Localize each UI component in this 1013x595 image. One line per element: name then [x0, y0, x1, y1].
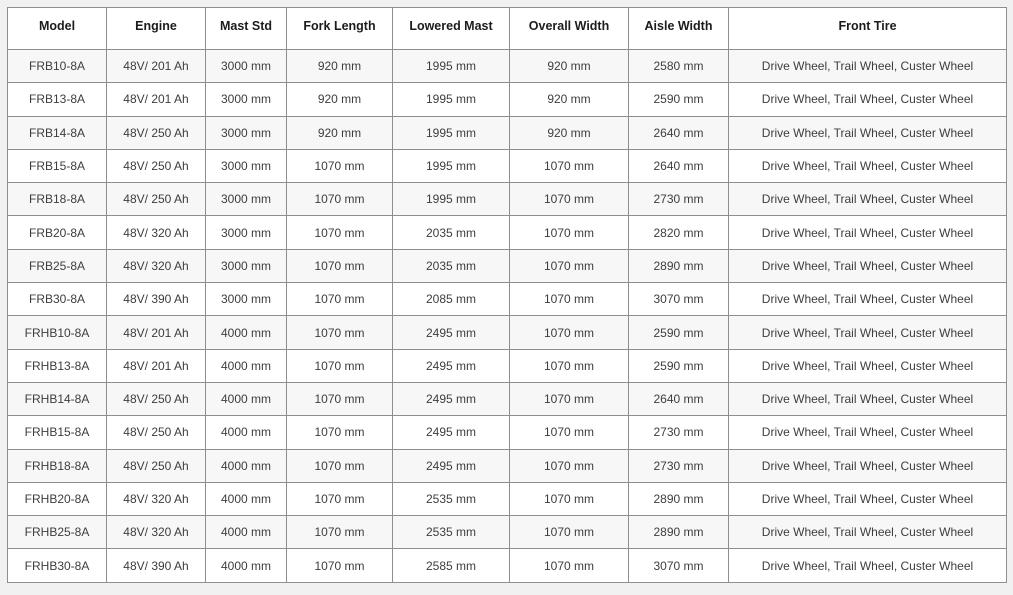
table-cell: FRB13-8A [8, 83, 107, 116]
spec-table [7, 7, 1007, 583]
table-row [8, 549, 1007, 582]
table-cell: Drive Wheel, Trail Wheel, Custer Wheel [729, 516, 1007, 549]
table-cell: 1070 mm [510, 549, 629, 582]
table-cell: 3000 mm [206, 50, 287, 83]
table-cell: 1070 mm [287, 183, 393, 216]
table-row [8, 482, 1007, 515]
table-cell: 48V/ 201 Ah [107, 50, 206, 83]
table-cell: 1070 mm [510, 249, 629, 282]
table-cell: Drive Wheel, Trail Wheel, Custer Wheel [729, 83, 1007, 116]
table-cell: 2730 mm [629, 183, 729, 216]
table-cell: 3070 mm [629, 283, 729, 316]
table-row [8, 149, 1007, 182]
table-row [8, 382, 1007, 415]
table-row [8, 449, 1007, 482]
table-cell: 1995 mm [393, 183, 510, 216]
table-cell: 920 mm [510, 83, 629, 116]
table-cell: Drive Wheel, Trail Wheel, Custer Wheel [729, 249, 1007, 282]
table-cell: 48V/ 250 Ah [107, 382, 206, 415]
table-cell: 2590 mm [629, 83, 729, 116]
table-cell: 1070 mm [510, 316, 629, 349]
table-cell: FRB10-8A [8, 50, 107, 83]
table-cell: 1070 mm [510, 183, 629, 216]
table-cell: 48V/ 320 Ah [107, 482, 206, 515]
table-cell: 3000 mm [206, 116, 287, 149]
table-cell: 3070 mm [629, 549, 729, 582]
column-header: Aisle Width [629, 8, 729, 50]
column-header: Front Tire [729, 8, 1007, 50]
table-cell: Drive Wheel, Trail Wheel, Custer Wheel [729, 283, 1007, 316]
table-cell: Drive Wheel, Trail Wheel, Custer Wheel [729, 116, 1007, 149]
table-cell: FRB25-8A [8, 249, 107, 282]
table-cell: 2035 mm [393, 249, 510, 282]
column-header: Mast Std [206, 8, 287, 50]
table-cell: 1070 mm [510, 216, 629, 249]
table-cell: Drive Wheel, Trail Wheel, Custer Wheel [729, 216, 1007, 249]
table-cell: 2495 mm [393, 316, 510, 349]
table-cell: 1070 mm [287, 216, 393, 249]
column-header: Lowered Mast [393, 8, 510, 50]
table-cell: FRHB10-8A [8, 316, 107, 349]
table-cell: FRHB30-8A [8, 549, 107, 582]
table-cell: 920 mm [510, 116, 629, 149]
table-cell: 1070 mm [287, 516, 393, 549]
table-cell: Drive Wheel, Trail Wheel, Custer Wheel [729, 349, 1007, 382]
table-cell: 48V/ 250 Ah [107, 449, 206, 482]
table-cell: 2890 mm [629, 249, 729, 282]
table-cell: 1070 mm [510, 516, 629, 549]
table-cell: 3000 mm [206, 83, 287, 116]
table-cell: 1070 mm [287, 249, 393, 282]
table-row [8, 216, 1007, 249]
table-cell: Drive Wheel, Trail Wheel, Custer Wheel [729, 382, 1007, 415]
table-cell: FRHB14-8A [8, 382, 107, 415]
table-cell: 1070 mm [510, 449, 629, 482]
table-cell: 920 mm [287, 116, 393, 149]
table-cell: 920 mm [510, 50, 629, 83]
table-cell: 2085 mm [393, 283, 510, 316]
table-cell: 48V/ 320 Ah [107, 249, 206, 282]
table-cell: FRB15-8A [8, 149, 107, 182]
table-row [8, 283, 1007, 316]
table-cell: 2590 mm [629, 349, 729, 382]
table-row [8, 83, 1007, 116]
table-cell: 1070 mm [287, 416, 393, 449]
table-cell: FRHB15-8A [8, 416, 107, 449]
table-cell: 2730 mm [629, 449, 729, 482]
table-cell: 2890 mm [629, 516, 729, 549]
table-cell: FRHB13-8A [8, 349, 107, 382]
table-cell: 1070 mm [287, 316, 393, 349]
table-cell: 4000 mm [206, 482, 287, 515]
table-row [8, 349, 1007, 382]
table-cell: FRB30-8A [8, 283, 107, 316]
table-cell: 48V/ 201 Ah [107, 83, 206, 116]
table-cell: 1070 mm [287, 349, 393, 382]
table-row [8, 50, 1007, 83]
table-cell: 1070 mm [287, 149, 393, 182]
table-cell: 2730 mm [629, 416, 729, 449]
table-cell: 2590 mm [629, 316, 729, 349]
table-cell: 2535 mm [393, 516, 510, 549]
table-cell: 1070 mm [287, 382, 393, 415]
table-cell: 48V/ 250 Ah [107, 183, 206, 216]
table-row [8, 116, 1007, 149]
table-cell: 920 mm [287, 83, 393, 116]
table-cell: 48V/ 250 Ah [107, 416, 206, 449]
table-cell: FRHB18-8A [8, 449, 107, 482]
table-cell: Drive Wheel, Trail Wheel, Custer Wheel [729, 549, 1007, 582]
table-cell: 4000 mm [206, 416, 287, 449]
table-cell: Drive Wheel, Trail Wheel, Custer Wheel [729, 149, 1007, 182]
table-cell: 2640 mm [629, 116, 729, 149]
table-cell: 1070 mm [510, 416, 629, 449]
table-cell: 2535 mm [393, 482, 510, 515]
column-header: Model [8, 8, 107, 50]
table-cell: 48V/ 201 Ah [107, 349, 206, 382]
table-cell: FRB14-8A [8, 116, 107, 149]
column-header: Engine [107, 8, 206, 50]
column-header: Fork Length [287, 8, 393, 50]
table-body [8, 50, 1007, 583]
table-cell: 1995 mm [393, 116, 510, 149]
table-cell: 3000 mm [206, 149, 287, 182]
table-cell: 4000 mm [206, 316, 287, 349]
table-cell: 2580 mm [629, 50, 729, 83]
table-cell: 1070 mm [510, 283, 629, 316]
table-cell: 920 mm [287, 50, 393, 83]
table-row [8, 416, 1007, 449]
table-cell: 1995 mm [393, 149, 510, 182]
header-row [8, 8, 1007, 50]
table-cell: 4000 mm [206, 382, 287, 415]
table-cell: FRB18-8A [8, 183, 107, 216]
table-cell: FRHB20-8A [8, 482, 107, 515]
table-cell: 3000 mm [206, 283, 287, 316]
table-cell: 2820 mm [629, 216, 729, 249]
table-cell: 4000 mm [206, 549, 287, 582]
table-cell: Drive Wheel, Trail Wheel, Custer Wheel [729, 482, 1007, 515]
table-cell: 1070 mm [510, 482, 629, 515]
table-cell: 4000 mm [206, 449, 287, 482]
table-cell: 48V/ 320 Ah [107, 516, 206, 549]
table-cell: 3000 mm [206, 183, 287, 216]
column-header: Overall Width [510, 8, 629, 50]
table-cell: Drive Wheel, Trail Wheel, Custer Wheel [729, 50, 1007, 83]
table-cell: 2640 mm [629, 149, 729, 182]
table-cell: Drive Wheel, Trail Wheel, Custer Wheel [729, 316, 1007, 349]
table-cell: 2035 mm [393, 216, 510, 249]
table-cell: 2495 mm [393, 349, 510, 382]
table-cell: FRHB25-8A [8, 516, 107, 549]
table-cell: 48V/ 250 Ah [107, 149, 206, 182]
table-cell: 2495 mm [393, 449, 510, 482]
table-cell: Drive Wheel, Trail Wheel, Custer Wheel [729, 183, 1007, 216]
table-cell: 2495 mm [393, 382, 510, 415]
table-cell: 2890 mm [629, 482, 729, 515]
table-cell: 1995 mm [393, 50, 510, 83]
spec-table-container [7, 7, 1006, 586]
table-cell: 1070 mm [510, 149, 629, 182]
table-row [8, 516, 1007, 549]
table-cell: 48V/ 250 Ah [107, 116, 206, 149]
table-row [8, 316, 1007, 349]
table-cell: 2495 mm [393, 416, 510, 449]
table-cell: 1070 mm [287, 449, 393, 482]
table-cell: 1995 mm [393, 83, 510, 116]
table-cell: FRB20-8A [8, 216, 107, 249]
table-cell: 1070 mm [510, 349, 629, 382]
table-cell: 48V/ 201 Ah [107, 316, 206, 349]
table-cell: 48V/ 320 Ah [107, 216, 206, 249]
table-cell: 3000 mm [206, 249, 287, 282]
table-cell: Drive Wheel, Trail Wheel, Custer Wheel [729, 416, 1007, 449]
table-cell: 4000 mm [206, 516, 287, 549]
table-cell: 1070 mm [510, 382, 629, 415]
table-cell: 1070 mm [287, 549, 393, 582]
table-cell: 2585 mm [393, 549, 510, 582]
table-cell: 4000 mm [206, 349, 287, 382]
table-cell: 48V/ 390 Ah [107, 549, 206, 582]
table-cell: 48V/ 390 Ah [107, 283, 206, 316]
table-cell: 3000 mm [206, 216, 287, 249]
table-cell: 1070 mm [287, 283, 393, 316]
table-cell: 1070 mm [287, 482, 393, 515]
table-cell: Drive Wheel, Trail Wheel, Custer Wheel [729, 449, 1007, 482]
table-row [8, 183, 1007, 216]
table-row [8, 249, 1007, 282]
table-cell: 2640 mm [629, 382, 729, 415]
